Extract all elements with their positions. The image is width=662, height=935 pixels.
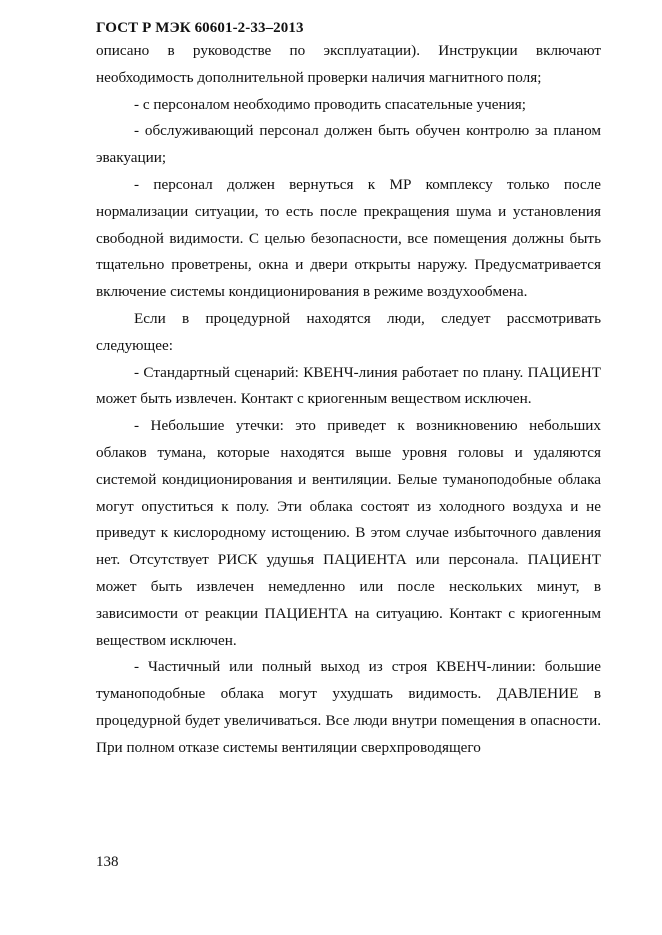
paragraph-people-in-room: Если в процедурной находятся люди, следует рассмотривать следующее:: [96, 309, 601, 354]
list-item-small-leaks: - Небольшие утечки: это приведет к возникновению небольших облаков тумана, которые находятся выше уровня головы и удаляются системой кондиционирования и вентиляции. Белые туманоподобные облака могут опуститься к полу. Эти облака состоят из холодного воздуха и не приведут к кислородному истощению. В этом случае избыточного давления нет. Отсутствует РИСК удушья ПАЦИЕНТА или персонала. ПАЦИЕНТ может быть извлечен немедленно или после нескольких минут, в зависимости от реакции ПАЦИЕНТА на ситуацию. Контакт с криогенным веществом исключен.: [96, 417, 601, 649]
document-header: ГОСТ Р МЭК 60601-2-33–2013: [96, 20, 304, 36]
document-body: [96, 38, 601, 762]
list-item-standard-scenario: - Стандартный сценарий: КВЕНЧ-линия работает по плану. ПАЦИЕНТ может быть извлечен. Контакт с криогенным веществом исключен.: [96, 363, 601, 408]
paragraph-continuation: описано в руководстве по эксплуатации). Инструкции включают необходимость дополнительной проверки наличия магнитного поля;: [96, 42, 601, 86]
page-number: 138: [96, 854, 119, 870]
list-item-evacuation-training: - обслуживающий персонал должен быть обучен контролю за планом эвакуации;: [96, 122, 601, 167]
list-item-return-after-normalization: - персонал должен вернуться к МР комплексу только после нормализации ситуации, то есть после прекращения шума и установления свободной видимости. С целью безопасности, все помещения должны быть тщательно проветрены, окна и двери открыты наружу. Предусматривается включение системы кондиционирования в режиме воздухообмена.: [96, 175, 601, 301]
list-item-rescue-drills: - с персоналом необходимо проводить спасательные учения;: [134, 95, 526, 113]
list-item-quench-line-failure: - Частичный или полный выход из строя КВЕНЧ-линии: большие туманоподобные облака могут ухудшать видимость. ДАВЛЕНИЕ в процедурной будет увеличиваться. Все люди внутри помещения в опасности. При полном отказе системы вентиляции сверхпроводящего: [96, 658, 601, 756]
